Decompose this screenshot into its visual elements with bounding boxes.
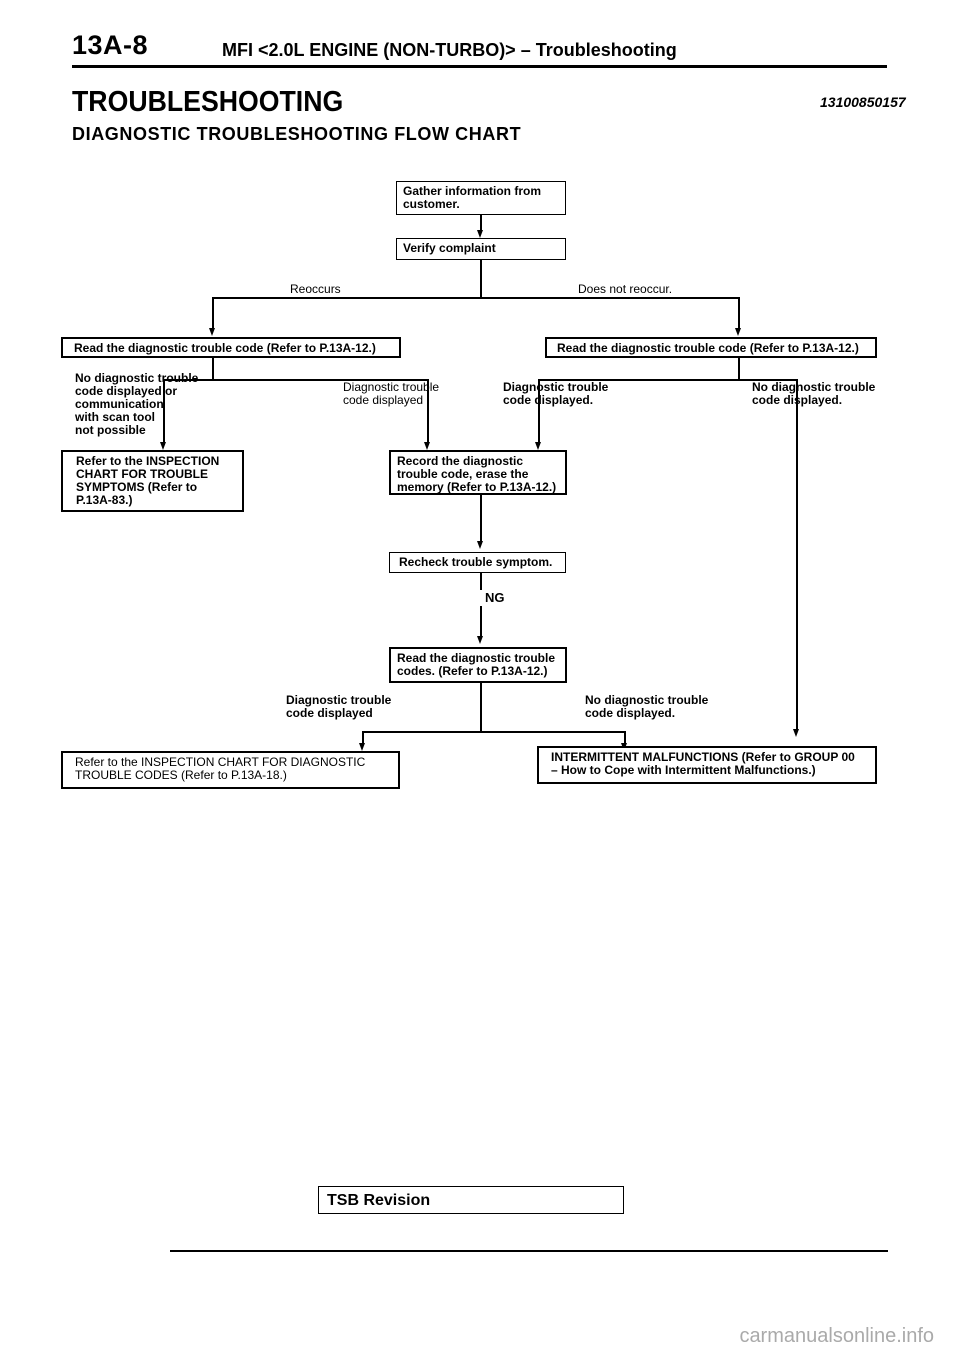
branch-label-reoccurs: Reoccurs [290,282,341,296]
connector-line [212,297,214,331]
label-line: No diagnostic trouble [585,693,709,707]
page-title: TROUBLESHOOTING [72,86,344,118]
arrow-down-icon [477,230,483,238]
label-line: with scan tool [75,410,156,424]
arrow-down-icon [477,541,483,549]
box-text: Recheck trouble symptom. [399,555,553,569]
read-codes-box [389,647,567,683]
box-text: CHART FOR TROUBLE [76,467,208,481]
box-text: trouble code, erase the [397,467,529,481]
arrow-down-icon [793,729,799,737]
watermark: carmanualsonline.info [739,1325,934,1347]
box-text: Refer to the INSPECTION CHART FOR DIAGNOSTIC [75,755,366,769]
arrow-down-icon [209,328,215,336]
verify-complaint-box [396,238,566,260]
label-line: Diagnostic trouble [503,380,609,394]
connector-line [212,357,214,379]
engine-title: MFI <2.0L ENGINE (NON-TURBO)> – Troubleshooting [222,40,677,60]
connector-line [362,731,625,733]
connector-line [738,297,740,331]
box-text: Record the diagnostic [397,454,524,468]
label-line: not possible [75,423,146,437]
arrow-down-icon [535,442,541,450]
branch-label-no-code-comm [75,372,198,437]
label-line: code displayed [343,393,424,407]
connector-line [480,606,482,638]
read-dtc-box-left [61,337,401,358]
tsb-revision-box: TSB Revision [318,1186,624,1214]
arrow-down-icon [477,636,483,644]
record-erase-box [389,450,567,495]
branch-label-dtc-displayed [286,694,391,720]
connector-line [480,259,482,297]
recheck-box [389,552,566,573]
connector-line [212,297,739,299]
refer-dtc-chart-box [61,751,400,789]
branch-label-code-displayed-right [503,381,608,407]
box-text: INTERMITTENT MALFUNCTIONS (Refer to GROUP 00 [551,750,855,764]
connector-line [796,379,798,731]
box-text: codes. (Refer to P.13A-12.) [397,664,548,678]
connector-line [480,494,482,543]
gather-info-box [396,181,566,215]
ng-label: NG [485,590,505,605]
label-line: code displayed or [75,384,178,398]
branch-label-no-code-right [752,381,875,407]
branch-label-not-reoccur: Does not reoccur. [578,282,673,296]
label-line: Diagnostic trouble [286,693,392,707]
connector-line [480,572,482,590]
read-dtc-box-right [545,337,877,358]
intermittent-box [537,746,877,784]
document-number: 13100850157 [820,94,906,110]
box-text: P.13A-83.) [76,493,133,507]
label-line: code displayed. [752,393,843,407]
label-line: communication [75,397,164,411]
label-line: code displayed. [585,706,676,720]
connector-line [738,357,740,379]
header-rule [72,65,887,68]
box-text: customer. [403,197,460,211]
box-text: SYMPTOMS (Refer to [76,480,198,494]
label-line: No diagnostic trouble [75,371,199,385]
box-text: Read the diagnostic trouble [397,651,556,665]
box-text: Read the diagnostic trouble code (Refer to P.13A-12.) [557,341,859,355]
label-line: No diagnostic trouble [752,380,876,394]
box-text: Read the diagnostic trouble code (Refer to P.13A-12.) [74,341,376,355]
arrow-down-icon [424,442,430,450]
connector-line [480,682,482,731]
branch-label-no-dtc-displayed [585,694,708,720]
box-text: memory (Refer to P.13A-12.) [397,480,557,494]
box-text: Gather information from [403,184,542,198]
box-text: TROUBLE CODES (Refer to P.13A-18.) [75,768,287,782]
box-text: Refer to the INSPECTION [76,454,220,468]
arrow-down-icon [160,442,166,450]
footer-rule [170,1250,888,1252]
refer-symptoms-box [61,450,244,512]
box-text: Verify complaint [403,241,496,255]
label-line: Diagnostic trouble [343,380,440,394]
section-code: 13A-8 [72,30,149,60]
label-line: code displayed. [503,393,594,407]
flow-chart-title: DIAGNOSTIC TROUBLESHOOTING FLOW CHART [72,124,522,144]
branch-label-code-displayed-mid [343,381,439,407]
label-line: code displayed [286,706,373,720]
arrow-down-icon [359,743,365,751]
arrow-down-icon [735,328,741,336]
box-text: – How to Cope with Intermittent Malfunctions.) [551,763,816,777]
